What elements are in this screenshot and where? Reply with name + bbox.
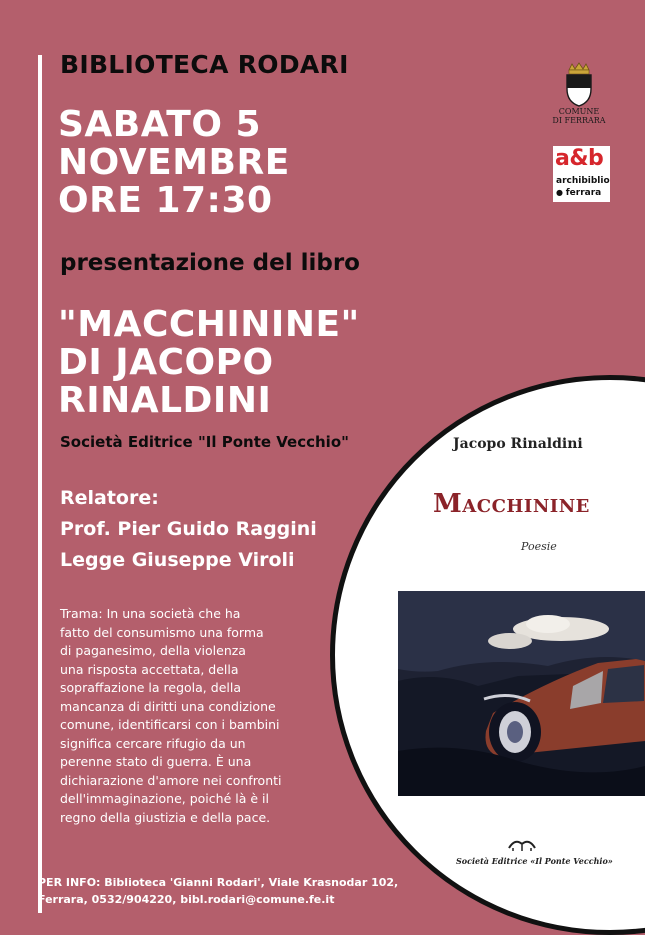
comune-line: COMUNE <box>558 107 600 116</box>
synopsis-text <box>60 605 345 827</box>
synopsis-line: perenne stato di guerra. È una <box>60 754 252 769</box>
synopsis-line: dichiarazione d'amore nei confronti <box>60 772 282 788</box>
synopsis-line: di paganesimo, della violenza <box>60 643 246 658</box>
synopsis-line: mancanza di diritti una condizione <box>60 698 276 714</box>
ab-subtitle <box>556 176 610 199</box>
book-title-line: RINALDINI <box>58 380 272 421</box>
crest-icon <box>548 62 610 108</box>
book-title-line: "MACCHININE" <box>58 304 360 345</box>
speaker-name: Prof. Pier Guido Raggini <box>60 518 317 540</box>
ab-line: ● ferrara <box>556 188 602 198</box>
synopsis-line: regno della giustizia e della pace. <box>60 809 271 825</box>
event-time: ORE 17:30 <box>58 180 273 221</box>
synopsis-line: sopraffazione la regola, della <box>60 680 241 695</box>
car-painting-image <box>398 591 645 796</box>
ab-line: archibiblio <box>556 176 610 186</box>
vertical-divider-line <box>38 55 42 913</box>
speakers-label: Relatore: <box>60 487 159 509</box>
contact-line: Ferrara, 0532/904220, bibl.rodari@comune.fe.it <box>38 893 335 906</box>
ab-wordmark: a&b <box>555 146 604 171</box>
library-name: BIBLIOTECA RODARI <box>60 50 349 79</box>
event-intro: presentazione del libro <box>60 250 360 276</box>
book-title-line: DI JACOPO <box>58 342 274 383</box>
comune-line: DI FERRARA <box>552 116 606 125</box>
reader-name: Legge Giuseppe Viroli <box>60 549 295 571</box>
archibiblio-logo <box>553 146 610 202</box>
contact-info <box>38 874 398 908</box>
synopsis-line: comune, identificarsi con i bambini <box>60 717 280 732</box>
contact-line: PER INFO: Biblioteca 'Gianni Rodari', Viale Krasnodar 102, <box>38 876 399 889</box>
synopsis-line: significa cercare rifugio da un <box>60 735 246 751</box>
synopsis-line: dell'immaginazione, poiché là è il <box>60 791 269 806</box>
cover-publisher: Società Editrice «Il Ponte Vecchio» <box>456 856 613 866</box>
event-datetime <box>58 106 290 220</box>
synopsis-line: fatto del consumismo una forma <box>60 624 264 640</box>
event-month: NOVEMBRE <box>58 142 290 183</box>
synopsis-line: una risposta accettata, della <box>60 661 239 677</box>
cover-genre: Poesie <box>521 540 557 553</box>
book-title-heading <box>58 306 360 420</box>
bridge-icon <box>507 836 537 852</box>
cover-author: Jacopo Rinaldini <box>453 436 583 452</box>
speakers-block <box>60 483 317 576</box>
synopsis-line: Trama: In una società che ha <box>60 606 241 621</box>
event-day: SABATO 5 <box>58 104 262 145</box>
comune-ferrara-logo <box>548 62 610 128</box>
cover-title: Macchinine <box>433 489 590 519</box>
publisher-name: Società Editrice "Il Ponte Vecchio" <box>60 433 349 451</box>
